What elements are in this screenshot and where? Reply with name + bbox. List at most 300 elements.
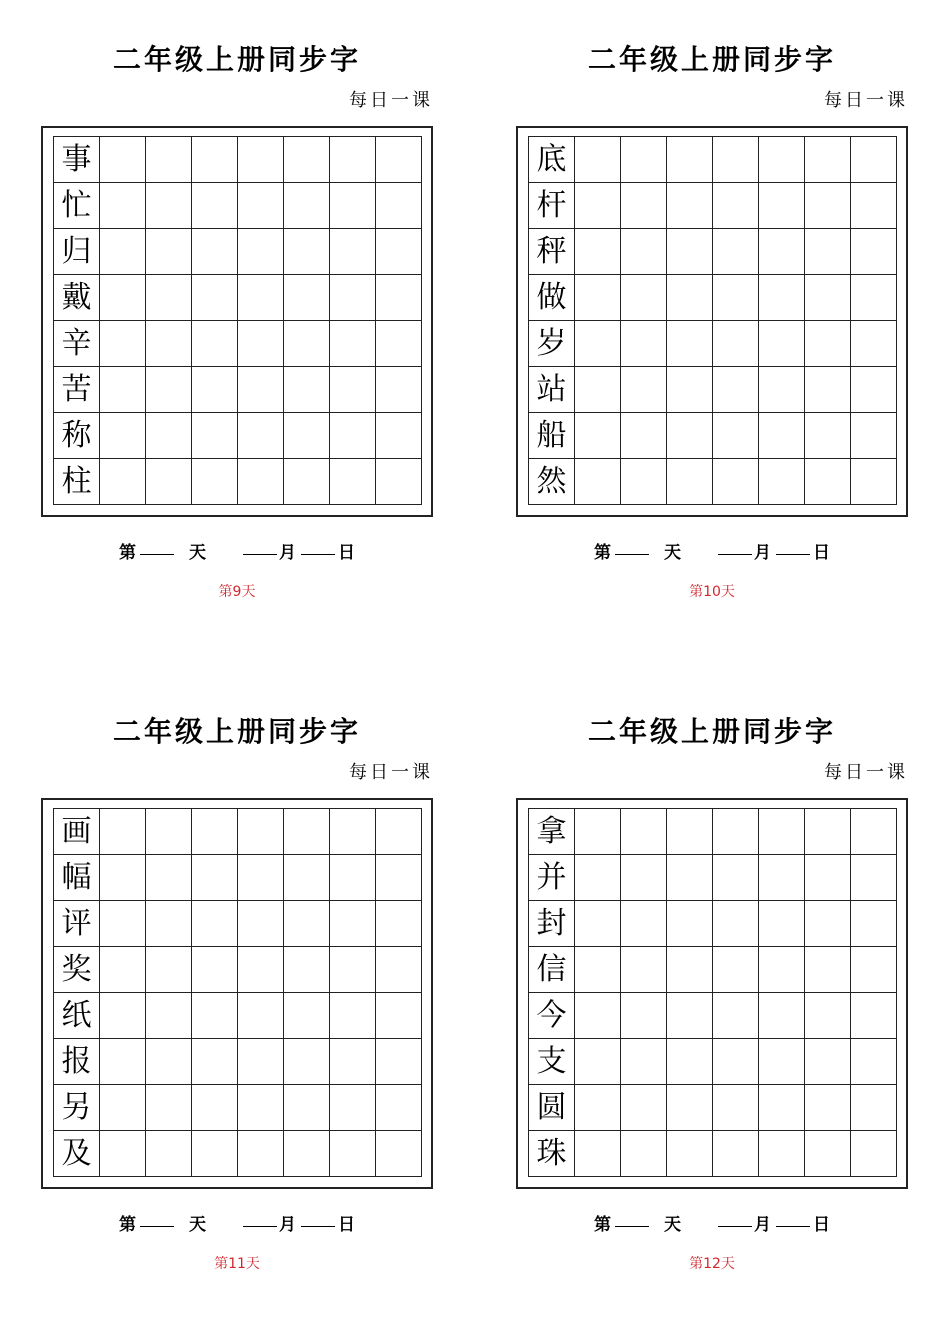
model-character: 报	[54, 1039, 100, 1085]
practice-cell[interactable]	[621, 1039, 667, 1085]
practice-cell[interactable]	[667, 855, 713, 901]
practice-cell[interactable]	[575, 855, 621, 901]
practice-cell[interactable]	[330, 901, 376, 947]
model-character: 并	[529, 855, 575, 901]
practice-cell[interactable]	[713, 137, 759, 183]
practice-cell[interactable]	[575, 367, 621, 413]
date-ri-label: 日	[813, 543, 830, 563]
practice-cell[interactable]	[238, 901, 284, 947]
practice-cell[interactable]	[667, 321, 713, 367]
practice-cell[interactable]	[713, 1131, 759, 1177]
practice-cell[interactable]	[100, 901, 146, 947]
practice-cell[interactable]	[100, 275, 146, 321]
practice-cell[interactable]	[376, 809, 422, 855]
practice-cell[interactable]	[376, 1085, 422, 1131]
day-number-blank[interactable]	[615, 1210, 649, 1227]
practice-cell[interactable]	[238, 459, 284, 505]
practice-cell[interactable]	[376, 1039, 422, 1085]
practice-cell[interactable]	[100, 459, 146, 505]
practice-cell[interactable]	[759, 321, 805, 367]
practice-cell[interactable]	[759, 459, 805, 505]
practice-cell[interactable]	[575, 809, 621, 855]
practice-cell[interactable]	[759, 855, 805, 901]
practice-cell[interactable]	[851, 321, 897, 367]
date-tian-label: 天	[664, 1215, 681, 1235]
practice-cell[interactable]	[238, 993, 284, 1039]
practice-cell[interactable]	[376, 1131, 422, 1177]
worksheet-subtitle: 每日一课	[349, 90, 433, 111]
month-blank[interactable]	[243, 1210, 277, 1227]
practice-cell[interactable]	[192, 367, 238, 413]
model-character: 然	[529, 459, 575, 505]
practice-cell[interactable]	[238, 367, 284, 413]
practice-cell[interactable]	[575, 1085, 621, 1131]
practice-cell[interactable]	[575, 1039, 621, 1085]
practice-cell[interactable]	[238, 137, 284, 183]
practice-cell[interactable]	[376, 229, 422, 275]
practice-cell[interactable]	[851, 993, 897, 1039]
practice-cell[interactable]	[713, 855, 759, 901]
practice-cell[interactable]	[621, 993, 667, 1039]
practice-cell[interactable]	[376, 137, 422, 183]
practice-cell[interactable]	[759, 367, 805, 413]
practice-cell[interactable]	[759, 275, 805, 321]
practice-cell[interactable]	[805, 275, 851, 321]
practice-cell[interactable]	[330, 367, 376, 413]
practice-cell[interactable]	[667, 275, 713, 321]
practice-cell[interactable]	[713, 275, 759, 321]
practice-cell[interactable]	[192, 137, 238, 183]
practice-cell[interactable]	[667, 1039, 713, 1085]
practice-cell[interactable]	[575, 947, 621, 993]
practice-cell[interactable]	[330, 183, 376, 229]
practice-cell[interactable]	[238, 947, 284, 993]
practice-cell[interactable]	[146, 321, 192, 367]
practice-cell[interactable]	[667, 993, 713, 1039]
day-number-blank[interactable]	[140, 538, 174, 555]
practice-cell[interactable]	[192, 1131, 238, 1177]
practice-cell[interactable]	[851, 459, 897, 505]
practice-cell[interactable]	[621, 1131, 667, 1177]
practice-cell[interactable]	[805, 901, 851, 947]
practice-cell[interactable]	[851, 229, 897, 275]
day-blank[interactable]	[301, 538, 335, 555]
practice-cell[interactable]	[713, 413, 759, 459]
practice-cell[interactable]	[146, 901, 192, 947]
practice-cell[interactable]	[621, 367, 667, 413]
model-character: 圆	[529, 1085, 575, 1131]
day-number-label: 第12天	[689, 1256, 735, 1272]
model-character: 及	[54, 1131, 100, 1177]
model-character: 幅	[54, 855, 100, 901]
practice-cell[interactable]	[621, 183, 667, 229]
practice-cell[interactable]	[192, 413, 238, 459]
worksheet-panel	[516, 38, 908, 598]
practice-cell[interactable]	[284, 459, 330, 505]
practice-cell[interactable]	[238, 1085, 284, 1131]
practice-cell[interactable]	[805, 137, 851, 183]
practice-cell[interactable]	[759, 229, 805, 275]
worksheet-subtitle: 每日一课	[824, 90, 908, 111]
practice-cell[interactable]	[621, 137, 667, 183]
practice-cell[interactable]	[713, 901, 759, 947]
practice-cell[interactable]	[851, 901, 897, 947]
practice-cell[interactable]	[667, 413, 713, 459]
practice-cell[interactable]	[851, 367, 897, 413]
practice-cell[interactable]	[759, 413, 805, 459]
practice-cell[interactable]	[330, 1131, 376, 1177]
practice-cell[interactable]	[284, 275, 330, 321]
model-character: 支	[529, 1039, 575, 1085]
date-yue-label: 月	[754, 543, 771, 563]
practice-cell[interactable]	[713, 459, 759, 505]
practice-cell[interactable]	[376, 459, 422, 505]
practice-cell[interactable]	[805, 993, 851, 1039]
model-character: 称	[54, 413, 100, 459]
practice-cell[interactable]	[851, 1085, 897, 1131]
practice-cell[interactable]	[621, 809, 667, 855]
practice-cell[interactable]	[146, 1039, 192, 1085]
practice-cell[interactable]	[805, 947, 851, 993]
practice-cell[interactable]	[146, 413, 192, 459]
date-tian-label: 天	[664, 543, 681, 563]
practice-cell[interactable]	[575, 229, 621, 275]
practice-cell[interactable]	[621, 321, 667, 367]
worksheet-panel	[41, 710, 433, 1270]
practice-cell[interactable]	[238, 1039, 284, 1085]
practice-cell[interactable]	[284, 855, 330, 901]
worksheet-title: 二年级上册同步字	[587, 715, 836, 748]
practice-cell[interactable]	[192, 229, 238, 275]
practice-cell[interactable]	[100, 183, 146, 229]
practice-cell[interactable]	[667, 1131, 713, 1177]
practice-cell[interactable]	[330, 1039, 376, 1085]
practice-cell[interactable]	[621, 413, 667, 459]
date-yue-label: 月	[279, 543, 296, 563]
practice-cell[interactable]	[621, 459, 667, 505]
practice-cell[interactable]	[192, 993, 238, 1039]
practice-cell[interactable]	[667, 229, 713, 275]
day-number-blank[interactable]	[140, 1210, 174, 1227]
practice-cell[interactable]	[575, 321, 621, 367]
practice-cell[interactable]	[851, 1039, 897, 1085]
practice-cell[interactable]	[851, 947, 897, 993]
model-character: 站	[529, 367, 575, 413]
practice-cell[interactable]	[100, 1085, 146, 1131]
worksheet-subtitle: 每日一课	[824, 762, 908, 783]
practice-cell[interactable]	[100, 947, 146, 993]
practice-cell[interactable]	[575, 275, 621, 321]
practice-cell[interactable]	[713, 947, 759, 993]
practice-cell[interactable]	[805, 183, 851, 229]
practice-cell[interactable]	[376, 947, 422, 993]
model-character: 拿	[529, 809, 575, 855]
practice-cell[interactable]	[851, 809, 897, 855]
practice-cell[interactable]	[805, 855, 851, 901]
practice-cell[interactable]	[284, 1085, 330, 1131]
month-blank[interactable]	[718, 538, 752, 555]
practice-cell[interactable]	[667, 459, 713, 505]
practice-cell[interactable]	[805, 459, 851, 505]
practice-cell[interactable]	[238, 413, 284, 459]
model-character: 杆	[529, 183, 575, 229]
day-number-label: 第9天	[218, 584, 256, 600]
practice-cell[interactable]	[851, 137, 897, 183]
practice-cell[interactable]	[330, 1085, 376, 1131]
practice-cell[interactable]	[330, 993, 376, 1039]
practice-cell[interactable]	[192, 275, 238, 321]
practice-cell[interactable]	[192, 947, 238, 993]
practice-cell[interactable]	[376, 367, 422, 413]
writing-grid	[528, 136, 897, 505]
practice-cell[interactable]	[851, 413, 897, 459]
practice-cell[interactable]	[851, 855, 897, 901]
practice-cell[interactable]	[192, 809, 238, 855]
date-yue-label: 月	[754, 1215, 771, 1235]
practice-cell[interactable]	[100, 413, 146, 459]
practice-cell[interactable]	[238, 229, 284, 275]
practice-cell[interactable]	[621, 901, 667, 947]
practice-cell[interactable]	[621, 947, 667, 993]
day-number-blank[interactable]	[615, 538, 649, 555]
writing-grid	[528, 808, 897, 1177]
practice-cell[interactable]	[146, 367, 192, 413]
writing-grid-frame	[41, 798, 433, 1189]
date-di-label: 第	[119, 543, 136, 563]
month-blank[interactable]	[718, 1210, 752, 1227]
month-blank[interactable]	[243, 538, 277, 555]
practice-cell[interactable]	[621, 275, 667, 321]
writing-grid	[53, 808, 422, 1177]
model-character: 评	[54, 901, 100, 947]
practice-cell[interactable]	[146, 809, 192, 855]
practice-cell[interactable]	[146, 137, 192, 183]
practice-cell[interactable]	[330, 459, 376, 505]
day-blank[interactable]	[301, 1210, 335, 1227]
practice-cell[interactable]	[851, 1131, 897, 1177]
day-number-label: 第10天	[689, 584, 735, 600]
date-yue-label: 月	[279, 1215, 296, 1235]
practice-cell[interactable]	[284, 1039, 330, 1085]
worksheet-title: 二年级上册同步字	[112, 715, 361, 748]
practice-cell[interactable]	[330, 947, 376, 993]
practice-cell[interactable]	[667, 901, 713, 947]
model-character: 奖	[54, 947, 100, 993]
model-character: 船	[529, 413, 575, 459]
practice-cell[interactable]	[667, 809, 713, 855]
date-ri-label: 日	[813, 1215, 830, 1235]
practice-cell[interactable]	[100, 993, 146, 1039]
practice-cell[interactable]	[805, 1039, 851, 1085]
practice-cell[interactable]	[146, 183, 192, 229]
practice-cell[interactable]	[759, 947, 805, 993]
practice-cell[interactable]	[805, 1131, 851, 1177]
practice-cell[interactable]	[146, 947, 192, 993]
practice-cell[interactable]	[667, 947, 713, 993]
practice-cell[interactable]	[667, 367, 713, 413]
practice-cell[interactable]	[713, 229, 759, 275]
practice-cell[interactable]	[284, 229, 330, 275]
day-blank[interactable]	[776, 538, 810, 555]
date-di-label: 第	[119, 1215, 136, 1235]
practice-cell[interactable]	[284, 993, 330, 1039]
practice-cell[interactable]	[621, 855, 667, 901]
practice-cell[interactable]	[805, 413, 851, 459]
practice-cell[interactable]	[667, 183, 713, 229]
practice-cell[interactable]	[376, 183, 422, 229]
practice-cell[interactable]	[100, 229, 146, 275]
practice-cell[interactable]	[621, 229, 667, 275]
model-character: 今	[529, 993, 575, 1039]
practice-cell[interactable]	[575, 137, 621, 183]
model-character: 封	[529, 901, 575, 947]
model-character: 归	[54, 229, 100, 275]
date-ri-label: 日	[338, 1215, 355, 1235]
practice-cell[interactable]	[575, 993, 621, 1039]
writing-grid	[53, 136, 422, 505]
practice-cell[interactable]	[192, 1085, 238, 1131]
model-character: 辛	[54, 321, 100, 367]
practice-cell[interactable]	[238, 183, 284, 229]
practice-cell[interactable]	[575, 1131, 621, 1177]
practice-cell[interactable]	[376, 413, 422, 459]
model-character: 苦	[54, 367, 100, 413]
practice-cell[interactable]	[713, 993, 759, 1039]
practice-cell[interactable]	[805, 367, 851, 413]
practice-cell[interactable]	[376, 855, 422, 901]
practice-cell[interactable]	[713, 809, 759, 855]
practice-cell[interactable]	[330, 855, 376, 901]
date-ri-label: 日	[338, 543, 355, 563]
practice-cell[interactable]	[100, 809, 146, 855]
practice-cell[interactable]	[805, 229, 851, 275]
practice-cell[interactable]	[759, 1039, 805, 1085]
writing-grid-frame	[41, 126, 433, 517]
practice-cell[interactable]	[376, 901, 422, 947]
practice-cell[interactable]	[100, 137, 146, 183]
practice-cell[interactable]	[759, 901, 805, 947]
practice-cell[interactable]	[192, 459, 238, 505]
practice-cell[interactable]	[805, 1085, 851, 1131]
practice-cell[interactable]	[146, 229, 192, 275]
model-character: 画	[54, 809, 100, 855]
model-character: 岁	[529, 321, 575, 367]
practice-cell[interactable]	[284, 901, 330, 947]
practice-cell[interactable]	[376, 993, 422, 1039]
practice-cell[interactable]	[146, 1085, 192, 1131]
practice-cell[interactable]	[192, 321, 238, 367]
practice-cell[interactable]	[284, 321, 330, 367]
practice-cell[interactable]	[192, 901, 238, 947]
practice-cell[interactable]	[851, 183, 897, 229]
practice-cell[interactable]	[330, 321, 376, 367]
writing-grid-frame	[516, 126, 908, 517]
practice-cell[interactable]	[330, 275, 376, 321]
practice-cell[interactable]	[238, 809, 284, 855]
practice-cell[interactable]	[192, 855, 238, 901]
practice-cell[interactable]	[575, 183, 621, 229]
practice-cell[interactable]	[284, 137, 330, 183]
practice-cell[interactable]	[713, 367, 759, 413]
practice-cell[interactable]	[100, 855, 146, 901]
practice-cell[interactable]	[284, 183, 330, 229]
model-character: 纸	[54, 993, 100, 1039]
practice-cell[interactable]	[713, 321, 759, 367]
practice-cell[interactable]	[284, 947, 330, 993]
practice-cell[interactable]	[330, 229, 376, 275]
day-blank[interactable]	[776, 1210, 810, 1227]
practice-cell[interactable]	[575, 901, 621, 947]
worksheet-subtitle: 每日一课	[349, 762, 433, 783]
practice-cell[interactable]	[100, 367, 146, 413]
practice-cell[interactable]	[100, 321, 146, 367]
practice-cell[interactable]	[284, 809, 330, 855]
model-character: 柱	[54, 459, 100, 505]
date-di-label: 第	[594, 543, 611, 563]
practice-cell[interactable]	[759, 183, 805, 229]
practice-cell[interactable]	[284, 413, 330, 459]
practice-cell[interactable]	[575, 413, 621, 459]
practice-cell[interactable]	[805, 321, 851, 367]
practice-cell[interactable]	[667, 1085, 713, 1131]
practice-cell[interactable]	[100, 1131, 146, 1177]
model-character: 底	[529, 137, 575, 183]
practice-cell[interactable]	[759, 993, 805, 1039]
date-di-label: 第	[594, 1215, 611, 1235]
practice-cell[interactable]	[759, 809, 805, 855]
worksheet-panel	[41, 38, 433, 598]
practice-cell[interactable]	[192, 1039, 238, 1085]
practice-cell[interactable]	[759, 1085, 805, 1131]
practice-cell[interactable]	[238, 275, 284, 321]
practice-cell[interactable]	[713, 183, 759, 229]
practice-cell[interactable]	[621, 1085, 667, 1131]
practice-cell[interactable]	[376, 275, 422, 321]
practice-cell[interactable]	[376, 321, 422, 367]
practice-cell[interactable]	[759, 1131, 805, 1177]
practice-cell[interactable]	[284, 367, 330, 413]
practice-cell[interactable]	[575, 459, 621, 505]
date-tian-label: 天	[189, 1215, 206, 1235]
practice-cell[interactable]	[146, 459, 192, 505]
worksheet-title: 二年级上册同步字	[112, 43, 361, 76]
practice-cell[interactable]	[759, 137, 805, 183]
practice-cell[interactable]	[146, 1131, 192, 1177]
model-character: 信	[529, 947, 575, 993]
practice-cell[interactable]	[238, 855, 284, 901]
practice-cell[interactable]	[238, 321, 284, 367]
practice-cell[interactable]	[284, 1131, 330, 1177]
model-character: 戴	[54, 275, 100, 321]
practice-cell[interactable]	[192, 183, 238, 229]
practice-cell[interactable]	[713, 1039, 759, 1085]
practice-cell[interactable]	[330, 137, 376, 183]
practice-cell[interactable]	[146, 993, 192, 1039]
day-number-label: 第11天	[214, 1256, 260, 1272]
practice-cell[interactable]	[805, 809, 851, 855]
practice-cell[interactable]	[667, 137, 713, 183]
practice-cell[interactable]	[100, 1039, 146, 1085]
practice-cell[interactable]	[330, 413, 376, 459]
practice-cell[interactable]	[851, 275, 897, 321]
practice-cell[interactable]	[713, 1085, 759, 1131]
practice-cell[interactable]	[330, 809, 376, 855]
worksheet-title: 二年级上册同步字	[587, 43, 836, 76]
model-character: 做	[529, 275, 575, 321]
practice-cell[interactable]	[146, 855, 192, 901]
practice-cell[interactable]	[238, 1131, 284, 1177]
practice-cell[interactable]	[146, 275, 192, 321]
